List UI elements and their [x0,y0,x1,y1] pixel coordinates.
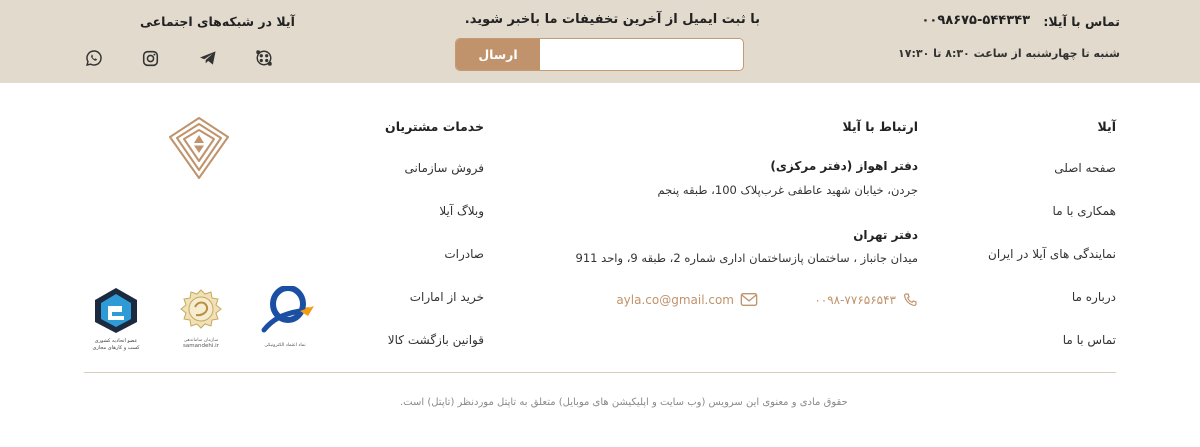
phone-icon [902,292,918,308]
footer-link-export[interactable]: صادرات [444,247,484,261]
union-logo-icon [88,286,144,334]
working-hours: شنبه تا چهارشنبه از ساعت ۸:۳۰ تا ۱۷:۳۰ [898,47,1120,60]
footer-link-about[interactable]: درباره ما [1071,290,1116,304]
enamad-text: نماد اعتماد الکترونیکی [264,343,306,348]
copyright-text: حقوق مادی و معنوی این سرویس (وب سایت و اپلیکیشن های موبایل) متعلق به تاپتل موردنظر (تاپتل) است. [400,397,848,408]
social-title: آیلا در شبکه‌های اجتماعی [140,14,295,29]
top-bar [0,0,1200,83]
footer-link-contact[interactable]: تماس با ما [1062,333,1116,347]
newsletter-title: با ثبت ایمیل از آخرین تخفیفات ما باخبر شوید. [464,12,760,27]
samandehi-url: samandehi.ir [183,343,219,349]
contact-column-title: ارتباط با آیلا [842,119,918,134]
newsletter-submit-button[interactable]: ارسال [456,39,540,70]
footer-link-blog[interactable]: وبلاگ آیلا [439,204,484,218]
newsletter-email-input[interactable] [540,39,742,70]
footer-phone-link[interactable] [814,292,918,308]
samandehi-caption: سازمان ساماندهی [183,338,219,343]
footer-email-link[interactable] [616,292,758,307]
footer-phone-text: ۰۰۹۸-۷۷۶۵۶۵۴۳ [814,293,896,307]
footer-link-home[interactable]: صفحه اصلی [1054,161,1116,175]
instagram-icon[interactable] [140,48,160,68]
footer-link-cooperation[interactable]: همکاری با ما [1052,204,1116,218]
footer-link-agencies[interactable]: نمایندگی های آیلا در ایران [988,247,1116,261]
office-tehran-title: دفتر تهران [853,228,918,242]
union-line2: کسب و کارهای مجازی [92,345,140,351]
samandehi-seal-icon [174,288,228,334]
union-line1: عضو اتحادیه کشوری [94,338,138,344]
footer-link-corporate-sales[interactable]: فروش سازمانی [404,161,484,175]
mail-icon [740,292,758,307]
enamad-badge[interactable] [252,286,318,348]
footer-link-return-policy[interactable]: قوانین بازگشت کالا [387,333,484,347]
enamad-logo-icon [252,286,318,338]
office-ahvaz-address: جردن، خیابان شهید عاطفی غرب‌پلاک 100، طبقه پنجم [657,183,918,197]
footer-email-text: ayla.co@gmail.com [616,292,734,307]
telegram-icon[interactable] [198,48,218,68]
ayla-column-title: آیلا [1097,119,1116,134]
footer-link-uae-purchase[interactable]: خرید از امارات [409,290,484,304]
newsletter-form [455,38,744,71]
whatsapp-icon[interactable] [84,48,104,68]
aparat-icon[interactable] [254,48,274,68]
office-ahvaz-title: دفتر اهواز (دفتر مرکزی) [770,159,918,173]
samandehi-badge[interactable] [174,288,228,352]
services-column-title: خدمات مشتریان [385,119,484,134]
union-badge[interactable] [88,286,144,356]
footer-divider [84,372,1116,373]
contact-phone[interactable]: ۰۰۹۸۶۷۵-۵۴۴۳۴۳ [921,13,1030,28]
ayla-logo[interactable] [166,115,232,181]
contact-label: تماس با آیلا: [1043,14,1120,29]
office-tehran-address: میدان جانباز ، ساختمان پازساختمان اداری شماره 2، طبقه 9، واحد 911 [575,251,918,265]
